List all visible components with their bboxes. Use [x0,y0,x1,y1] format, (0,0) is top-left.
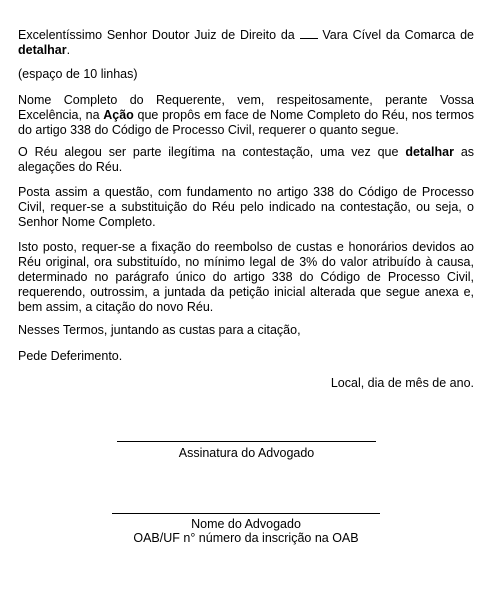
spacing-note: (espaço de 10 linhas) [18,67,138,81]
alegacao-paragraph [18,145,474,175]
alegacao-text-2: as alegações do Réu. [18,145,475,174]
deferimento-line: Pede Deferimento. [18,349,123,363]
header-text-1: Excelentíssimo Senhor Doutor Juiz de Direito da [18,28,295,42]
local-data-line: Local, dia de mês de ano. [330,376,474,390]
acao-keyword: Ação [103,108,134,122]
questao-paragraph: Posta assim a questão, com fundamento no artigo 338 do Código de Processo Civil, requer-se a substituição do Réu pelo indicado na contestação, ou seja, o Senhor Nome Completo. [18,185,474,229]
lawyer-line [112,513,380,514]
header-text-2: Vara Cível da Comarca [322,28,456,42]
intro-text-1: Nome Completo do Requerente, vem, respeitosamente, perante Vossa Excelência, na [18,93,474,122]
alegacao-placeholder: detalhar [405,145,454,159]
header-paragraph [18,27,474,58]
alegacao-text-1: O Réu alegou ser parte ilegítima na contestação, uma vez que [18,145,399,159]
pedido-paragraph: Isto posto, requer-se a fixação do reembolso de custas e honorários devidos ao Réu original, ora substituído, no mínimo legal de 3% do valor atribuído à causa, determinado no parágrafo único do artigo 338 do Código de Processo Civil, requerendo, outrossim, a juntada da petição inicial alterada que segue anexa e, bem assim, a citação do novo Réu. [18,240,474,314]
intro-paragraph [18,93,474,138]
intro-text-2: que propôs em face de Nome Completo do Réu, nos termos do artigo 338 do Código de Processo Civil, requerer o quanto segue. [18,108,474,137]
court-number-blank [300,27,318,39]
header-text-3: de [460,28,474,42]
signature-label: Assinatura do Advogado [178,446,315,460]
header-end: . [66,43,71,57]
lawyer-oab: OAB/UF n° número da inscrição na OAB [133,531,359,545]
signature-line [117,441,376,442]
comarca-placeholder: detalhar [18,43,67,57]
fechamento-line: Nesses Termos, juntando as custas para a citação, [18,323,301,337]
lawyer-name: Nome do Advogado [191,517,301,531]
